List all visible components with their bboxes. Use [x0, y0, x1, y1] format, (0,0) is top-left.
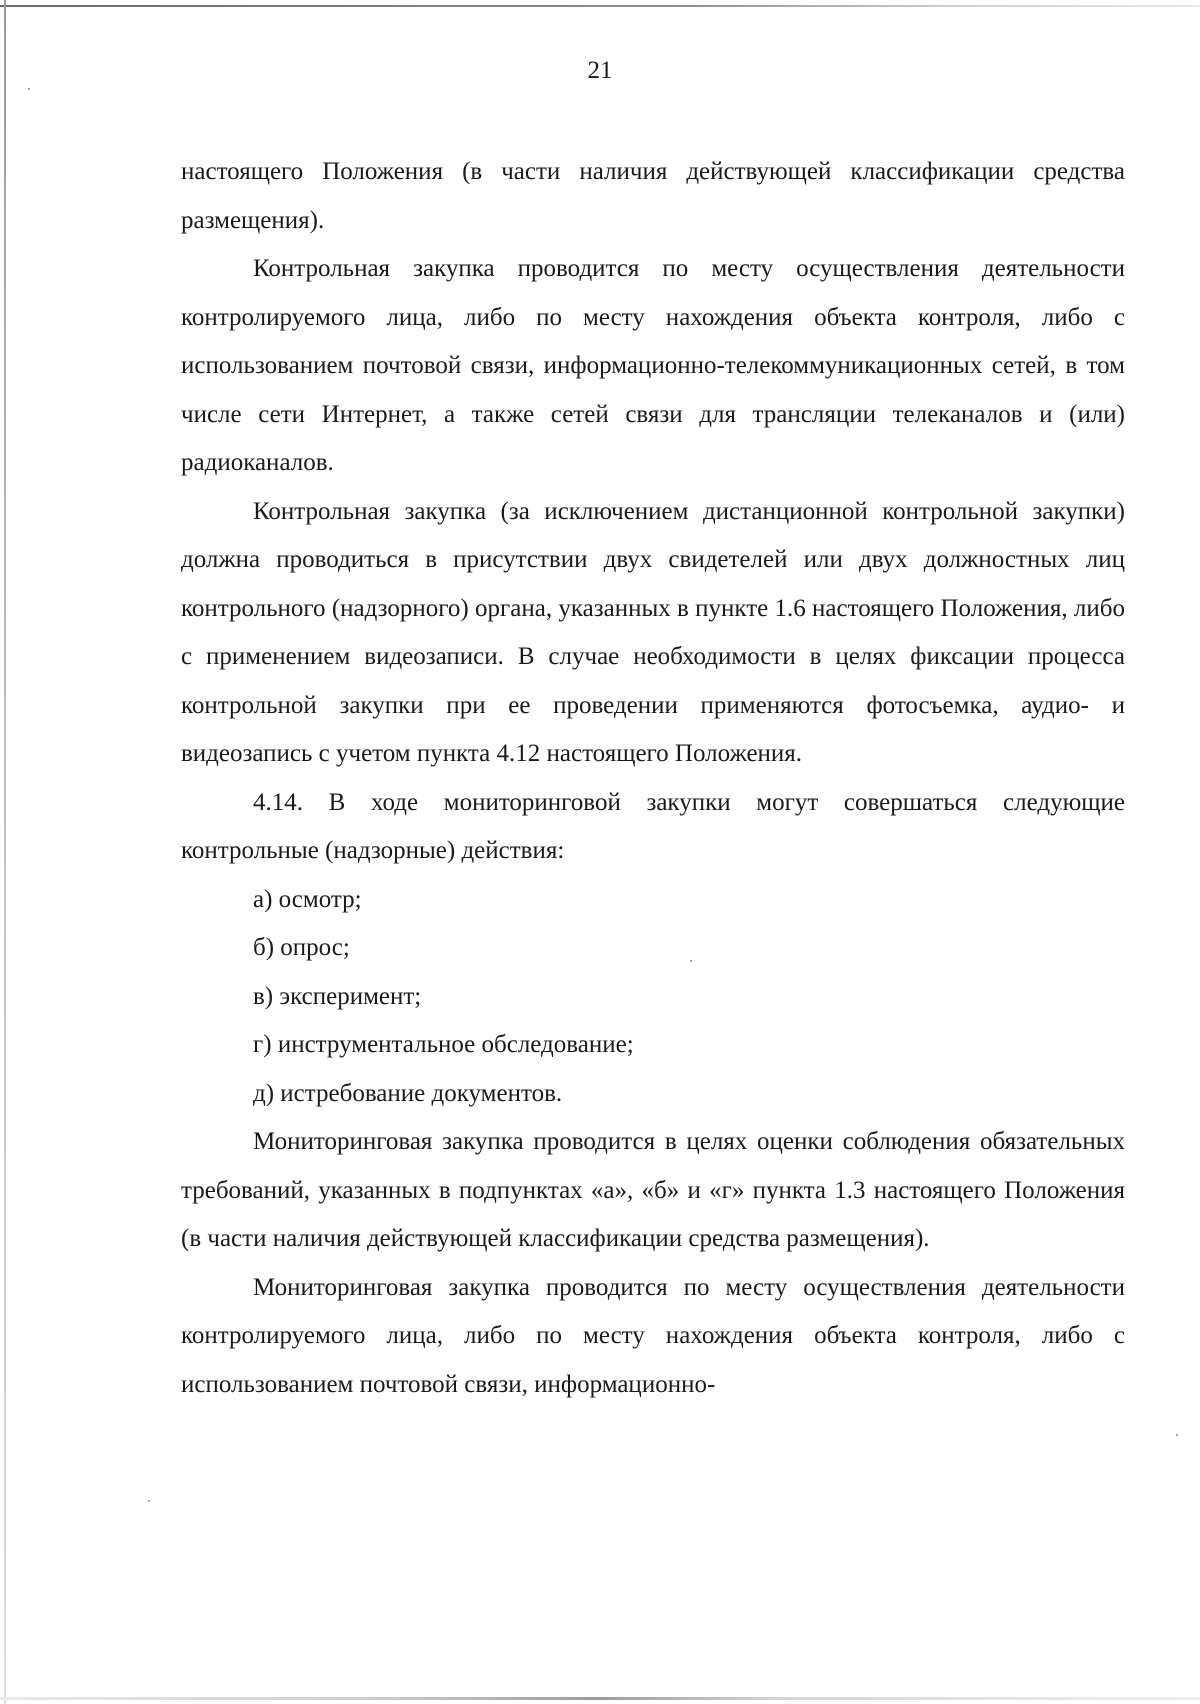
- scan-edge-bottom: [0, 1697, 1200, 1700]
- paragraph-continuation-top: настоящего Положения (в части наличия действующей классификации средства размещения).: [181, 158, 1125, 234]
- list-item-survey: б) опрос;: [253, 934, 350, 961]
- scan-edge-top: [0, 5, 1200, 7]
- list-item-instrumental-examination: г) инструментальное обследование;: [253, 1031, 634, 1058]
- list-item-experiment: в) эксперимент;: [253, 982, 422, 1010]
- paragraph-control-purchase-location: Контрольная закупка проводится по месту осуществления деятельности контролируемого лица, либо по месту нахождения объекта контроля, либо с использованием почтовой связи, информационно-телекоммуникационных сетей, в том числе сети Интернет, а также сетей связи для трансляции телеканалов и (или) радиоканалов.: [181, 255, 1125, 476]
- paragraph-monitoring-purchase-purpose: Мониторинговая закупка проводится в целях оценки соблюдения обязательных требований, указанных в подпунктах «а», «б» и «г» пункта 1.3 настоящего Положения (в части наличия действующей классификации средства размещения).: [181, 1128, 1125, 1252]
- paragraph-control-purchase-witnesses: Контрольная закупка (за исключением дистанционной контрольной закупки) должна проводиться в присутствии двух свидетелей или двух должностных лиц контрольного (надзорного) органа, указанных в пункте 1.6 настоящего Положения, либо с применением видеозаписи. В случае необходимости в целях фиксации процесса контрольной закупки при ее проведении применяются фотосъемка, аудио- и видеозапись с учетом пункта 4.12 настоящего Положения.: [181, 497, 1125, 767]
- list-item-inspection: а) осмотр;: [253, 885, 362, 913]
- list-item-document-request: д) истребование документов.: [253, 1079, 563, 1107]
- scan-speck: [28, 88, 30, 90]
- paragraph-section-4-14: 4.14. В ходе мониторинговой закупки могут совершаться следующие контрольные (надзорные) действия:: [181, 788, 1125, 864]
- scan-speck: [1176, 1434, 1178, 1436]
- paragraph-monitoring-purchase-location: Мониторинговая закупка проводится по месту осуществления деятельности контролируемого лица, либо по месту нахождения объекта контроля, либо с использованием почтовой связи, информационно-: [181, 1273, 1125, 1398]
- page-number: 21: [587, 57, 613, 84]
- scan-edge-left: [4, 0, 6, 1704]
- scan-speck: [148, 1500, 150, 1502]
- document-body: [181, 148, 1125, 1409]
